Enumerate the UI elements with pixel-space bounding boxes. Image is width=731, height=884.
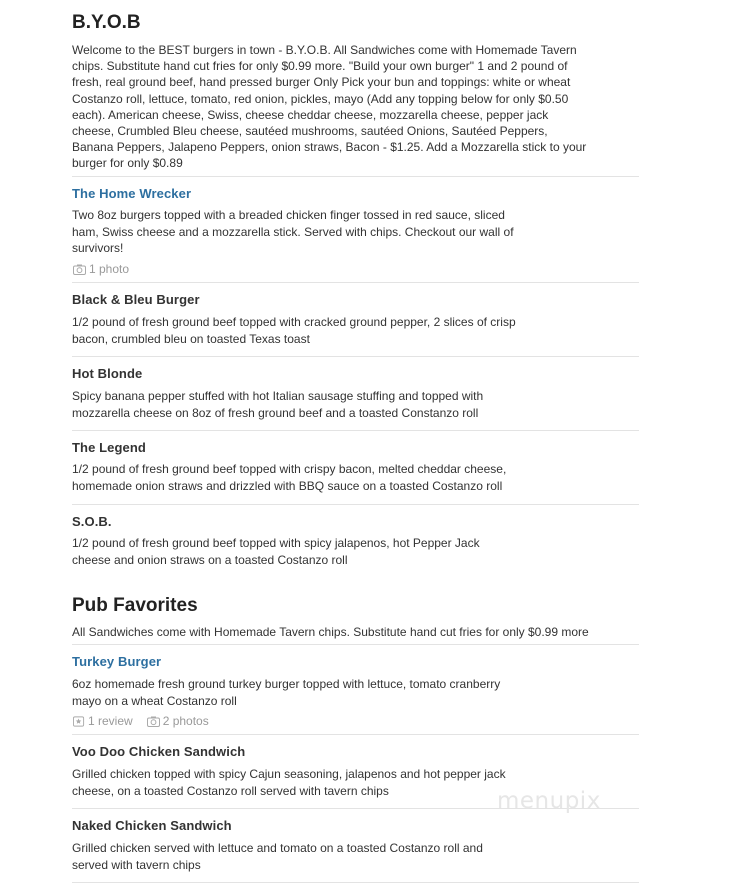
item-description: ham, Swiss cheese and a mozzarella stick. Served with chips. Checkout our wall of bbox=[72, 224, 514, 239]
reviews-count[interactable]: 1 review bbox=[88, 714, 133, 728]
menu-item bbox=[72, 282, 639, 356]
item-title-link[interactable]: The Home Wrecker bbox=[72, 186, 192, 201]
camera-icon bbox=[73, 264, 86, 275]
item-description: 1/2 pound of fresh ground beef topped with crispy bacon, melted cheddar cheese, bbox=[72, 462, 507, 476]
reviews-link[interactable] bbox=[73, 714, 133, 728]
item-description: 6oz homemade fresh ground turkey burger topped with lettuce, tomato cranberry bbox=[72, 677, 501, 691]
item-description: bacon, crumbled bleu on toasted Texas toast bbox=[72, 331, 310, 346]
item-description: mozzarella cheese on 8oz of fresh ground beef and a toasted Constanzo roll bbox=[72, 405, 479, 420]
item-title: The Legend bbox=[72, 440, 146, 455]
item-description: Grilled chicken topped with spicy Cajun seasoning, jalapenos and hot pepper jack bbox=[72, 767, 506, 781]
item-description: survivors! bbox=[72, 241, 124, 255]
item-description: Spicy banana pepper stuffed with hot Italian sausage stuffing and topped with bbox=[72, 389, 484, 403]
item-description: homemade onion straws and drizzled with BBQ sauce on a toasted Costanzo roll bbox=[72, 478, 503, 493]
section-title: Pub Favorites bbox=[72, 595, 198, 616]
item-title-link[interactable]: Turkey Burger bbox=[72, 654, 162, 669]
menu-item bbox=[72, 644, 639, 735]
watermark: menupix bbox=[497, 788, 601, 814]
item-description: 1/2 pound of fresh ground beef topped with cracked ground pepper, 2 slices of crisp bbox=[72, 315, 516, 329]
menu-item bbox=[72, 176, 639, 283]
photos-link[interactable] bbox=[73, 262, 129, 276]
item-description: cheese, on a toasted Costanzo roll served with tavern chips bbox=[72, 783, 389, 798]
section-title: B.Y.O.B bbox=[72, 12, 141, 33]
item-title: Voo Doo Chicken Sandwich bbox=[72, 744, 246, 759]
menu-item bbox=[72, 356, 639, 430]
item-title: Naked Chicken Sandwich bbox=[72, 818, 232, 833]
menu-section-byob bbox=[72, 12, 642, 172]
item-description: served with tavern chips bbox=[72, 857, 201, 872]
menu-item bbox=[72, 504, 639, 575]
menu-item bbox=[72, 430, 639, 504]
photos-count[interactable]: 2 photos bbox=[162, 714, 209, 728]
item-meta bbox=[73, 262, 129, 276]
photos-link[interactable] bbox=[147, 714, 209, 728]
camera-icon bbox=[147, 716, 160, 727]
item-title: Hot Blonde bbox=[72, 366, 143, 381]
item-description: Grilled chicken served with lettuce and tomato on a toasted Costanzo roll and bbox=[72, 841, 483, 855]
item-title: S.O.B. bbox=[72, 514, 112, 529]
section-description: Welcome to the BEST burgers in town - B.Y.O.B. All Sandwiches come with Homemade Tavern chips. Substitute hand cut fries for only $0.99 more. "Build your own burger" 1 and 2 pound of fresh, real ground beef, hand pressed burger Only Pick your bun and toppings: white or wheat Costanzo roll, lettuce, tomato, red onion, pickles, mayo (Add any topping below for only $0.50 each). American cheese, Swiss, cheese cheddar cheese, mozzarella cheese, pepper jack cheese, Crumbled Bleu cheese, sautéed mushrooms, sautéed Onions, Sautéed Peppers, Banana Peppers, Jalapeno Peppers, onion straws, Bacon - $1.25. Add a Mozzarella stick to your burger for only $0.89 bbox=[72, 43, 587, 171]
item-description: Two 8oz burgers topped with a breaded chicken finger tossed in red sauce, sliced bbox=[72, 208, 505, 222]
menu-section-pub-favorites bbox=[72, 595, 642, 640]
item-description: cheese and onion straws on a toasted Costanzo roll bbox=[72, 552, 348, 567]
photos-count[interactable]: 1 photo bbox=[89, 262, 130, 276]
item-title: Black & Bleu Burger bbox=[72, 292, 200, 307]
item-description: mayo on a wheat Costanzo roll bbox=[72, 693, 237, 708]
item-description: 1/2 pound of fresh ground beef topped with spicy jalapenos, hot Pepper Jack bbox=[72, 536, 480, 550]
menu-item bbox=[72, 808, 639, 883]
item-meta bbox=[73, 714, 209, 728]
review-icon bbox=[73, 716, 85, 727]
section-description: All Sandwiches come with Homemade Tavern chips. Substitute hand cut fries for only $0.99 more bbox=[72, 625, 589, 639]
